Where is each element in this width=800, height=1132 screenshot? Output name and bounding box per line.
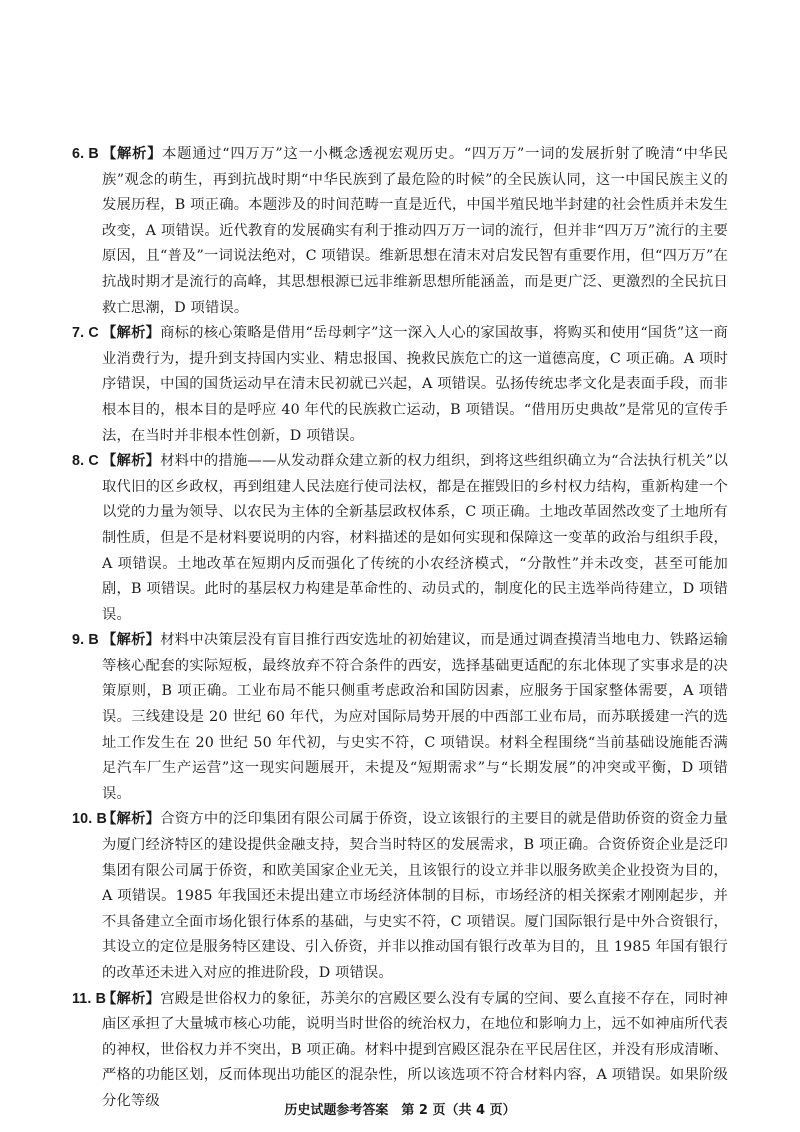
answer-item-9 bbox=[72, 628, 728, 807]
answer-page bbox=[72, 142, 728, 1115]
answer-item-11 bbox=[72, 987, 728, 1115]
question-number: 7. C bbox=[72, 325, 99, 342]
analysis-tag: 【解析】 bbox=[102, 990, 161, 1007]
page-footer: 历史试题参考答案 第 2 页（共 4 页） bbox=[284, 1103, 516, 1118]
question-number: 6. B bbox=[72, 146, 99, 162]
analysis-text: 商标的核心策略是借用“岳母刺字”这一深入人心的家国故事，将购买和使用“国货”这一商业消费行为，提升到支持国内实业、精忠报国、挽救民族危亡的这一道德高度，C 项正确。A 项时序错误，中国的国货运动早在清末民初就已兴起，A 项错误。弘扬传统忠孝文化是表面手段，而非根本目的，根本目的是呼应 40 年代的民族救亡运动，B 项错误。“借用历史典故”是常见的宣传手法，在当时并非根本性创新，D 项错误。 bbox=[102, 325, 728, 444]
analysis-text: 材料中决策层没有盲目推行西安选址的初始建议，而是通过调查摸清当地电力、铁路运输等核心配套的实际短板，最终放弃不符合条件的西安，选择基础更适配的东北体现了实事求是的决策原则，B 项正确。工业布局不能只侧重考虑政治和国防因素，应服务于国家整体需要，A 项错误。三线建设是 20 世纪 60 年代，为应对国际局势开展的中西部工业布局，而苏联援建一汽的选址工作发生在 20 世纪 50 年代初，与史实不符，C 项错误。材料全程围绕“当前基础设施能否满足汽车厂生产运营”这一现实问题展开，未提及“短期需求”与“长期发展”的冲突或平衡，D 项错误。 bbox=[102, 632, 728, 802]
question-number: 9. B bbox=[72, 632, 99, 649]
analysis-tag: 【解析】 bbox=[102, 811, 161, 828]
analysis-text: 宫殿是世俗权力的象征，苏美尔的宫殿区要么没有专属的空间、要么直接不存在，同时神庙区承担了大量城市核心功能，说明当时世俗的统治权力，在地位和影响力上，远不如神庙所代表的神权，世俗权力并不突出，B 项正确。材料中提到宫殿区混杂在平民居住区，并没有形成清晰、严格的功能区划，反而体现出功能区的混杂性，所以该选项不符合材料内容，A 项错误。如果阶级分化等级 bbox=[102, 990, 728, 1109]
analysis-text: 合资方中的泛印集团有限公司属于侨资，设立该银行的主要目的就是借助侨资的资金力量为厦门经济特区的建设提供金融支持，契合当时特区的发展需求，B 项正确。合资侨资企业是泛印集团有限公司属于侨资，和欧美国家企业无关，且该银行的设立并非以服务欧美企业投资为目的，A 项错误。1985 年我国还未提出建立市场经济体制的目标，市场经济的相关探索才刚刚起步，并不具备建立全面市场化银行体系的基础，与史实不符，C 项错误。厦门国际银行是中外合资银行，其设立的定位是服务特区建设、引入侨资，并非以推动国有银行改革为目的，且 1985 年国有银行的改革还未进入对应的推进阶段，D 项错误。 bbox=[102, 811, 728, 981]
analysis-tag: 【解析】 bbox=[102, 453, 161, 470]
analysis-tag: 【解析】 bbox=[102, 146, 163, 162]
question-number: 10. B bbox=[72, 811, 107, 828]
answer-item-10 bbox=[72, 807, 728, 986]
answer-item-8 bbox=[72, 449, 728, 628]
analysis-text: 本题通过“四万万”这一小概念透视宏观历史。“四万万”一词的发展折射了晚清“中华民族”观念的萌生，再到抗战时期“中华民族到了最危险的时候”的全民族认同，这一中国民族主义的发展历程，B 项正确。本题涉及的时间范畴一直是近代，中国半殖民地半封建的社会性质并未发生改变，A 项错误。近代教育的发展确实有利于推动四万万一词的流行，但并非“四万万”流行的主要原因，且“普及”一词说法绝对，C 项错误。维新思想在清末对启发民智有重要作用，但“四万万”在抗战时期才是流行的高峰，其思想根源已远非维新思想所能涵盖，而是更广泛、更激烈的全民抗日救亡思潮，D 项错误。 bbox=[102, 146, 728, 316]
answer-item-6 bbox=[72, 142, 728, 321]
answer-item-7 bbox=[72, 321, 728, 449]
analysis-tag: 【解析】 bbox=[102, 325, 161, 342]
question-number: 11. B bbox=[72, 990, 107, 1007]
analysis-tag: 【解析】 bbox=[102, 632, 161, 649]
analysis-text: 材料中的措施——从发动群众建立新的权力组织，到将这些组织确立为“合法执行机关”以取代旧的区乡政权，再到组建人民法庭行使司法权，都是在摧毁旧的乡村权力结构，重新构建一个以党的力量为领导、以农民为主体的全新基层政权体系，C 项正确。土地改革固然改变了土地所有制性质，但是不是材料要说明的内容，材料描述的是如何实现和保障这一变革的政治与组织手段，A 项错误。土地改革在短期内反而强化了传统的小农经济模式，“分散性”并未改变，甚至可能加剧，B 项错误。此时的基层权力构建是革命性的、动员式的，制度化的民主选举尚待建立，D 项错误。 bbox=[102, 453, 728, 623]
question-number: 8. C bbox=[72, 453, 99, 470]
